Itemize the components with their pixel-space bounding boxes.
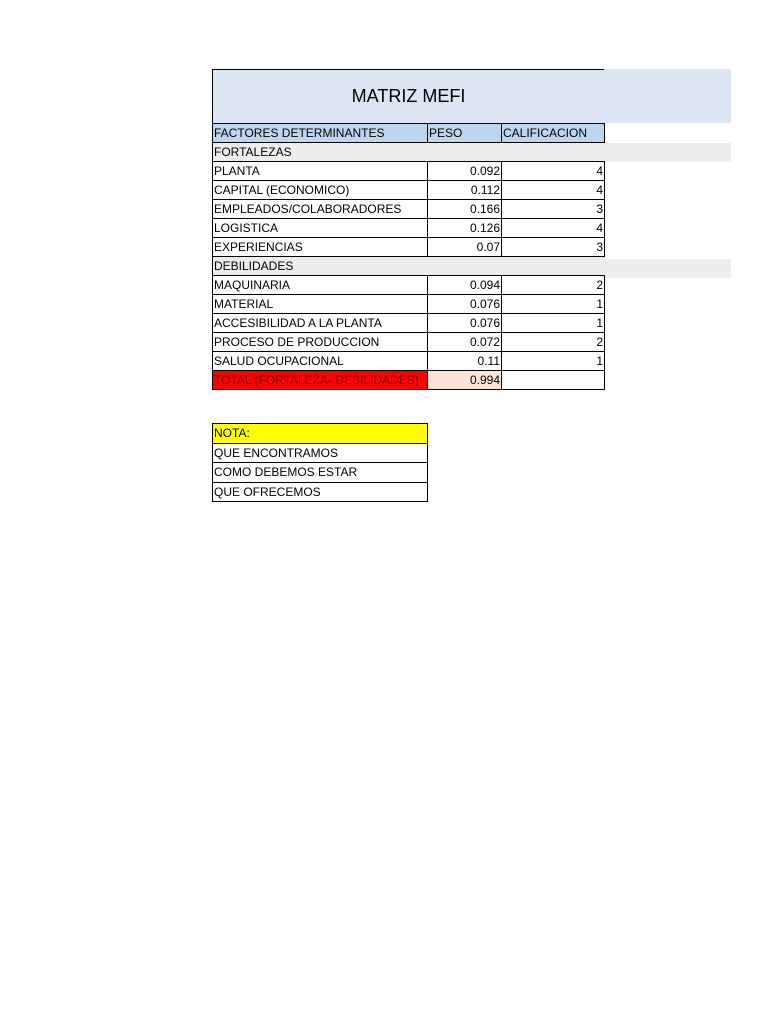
total-calificacion-empty[interactable] [502, 371, 605, 390]
debilidades-row-extension [604, 259, 731, 278]
section-empty-cell[interactable] [502, 257, 605, 276]
section-row-fortalezas [213, 143, 605, 162]
table-row [213, 238, 605, 257]
calificacion-cell[interactable]: 3 [502, 200, 605, 219]
factor-cell[interactable]: SALUD OCUPACIONAL [213, 352, 428, 371]
nota-item[interactable]: COMO DEBEMOS ESTAR [213, 463, 428, 483]
fortalezas-row-extension [604, 143, 731, 162]
peso-cell[interactable]: 0.072 [428, 333, 502, 352]
peso-cell[interactable]: 0.11 [428, 352, 502, 371]
calificacion-cell[interactable]: 4 [502, 219, 605, 238]
calificacion-cell[interactable]: 4 [502, 162, 605, 181]
factor-cell[interactable]: EXPERIENCIAS [213, 238, 428, 257]
mefi-table [212, 123, 605, 390]
section-label-fortalezas[interactable]: FORTALEZAS [213, 143, 428, 162]
calificacion-cell[interactable]: 1 [502, 314, 605, 333]
nota-header[interactable]: NOTA: [213, 424, 428, 444]
header-row [213, 124, 605, 143]
factor-cell[interactable]: EMPLEADOS/COLABORADORES [213, 200, 428, 219]
peso-cell[interactable]: 0.112 [428, 181, 502, 200]
factor-cell[interactable]: CAPITAL (ECONOMICO) [213, 181, 428, 200]
peso-cell[interactable]: 0.07 [428, 238, 502, 257]
peso-cell[interactable]: 0.166 [428, 200, 502, 219]
section-row-debilidades [213, 257, 605, 276]
table-row [213, 352, 605, 371]
peso-cell[interactable]: 0.092 [428, 162, 502, 181]
calificacion-cell[interactable]: 4 [502, 181, 605, 200]
header-calificacion[interactable]: CALIFICACION [502, 124, 605, 143]
factor-cell[interactable]: MATERIAL [213, 295, 428, 314]
calificacion-cell[interactable]: 2 [502, 333, 605, 352]
header-peso[interactable]: PESO [428, 124, 502, 143]
factor-cell[interactable]: MAQUINARIA [213, 276, 428, 295]
peso-cell[interactable]: 0.076 [428, 295, 502, 314]
table-row [213, 200, 605, 219]
factor-cell[interactable]: PROCESO DE PRODUCCION [213, 333, 428, 352]
table-row [213, 295, 605, 314]
section-empty-cell[interactable] [428, 143, 502, 162]
factor-cell[interactable]: LOGISTICA [213, 219, 428, 238]
factor-cell[interactable]: ACCESIBILIDAD A LA PLANTA [213, 314, 428, 333]
total-label[interactable]: TOTAL (FORTALEZA- DEBILIDADES) [213, 371, 428, 390]
calificacion-cell[interactable]: 1 [502, 352, 605, 371]
section-label-debilidades[interactable]: DEBILIDADES [213, 257, 428, 276]
calificacion-cell[interactable]: 1 [502, 295, 605, 314]
factor-cell[interactable]: PLANTA [213, 162, 428, 181]
calificacion-cell[interactable]: 3 [502, 238, 605, 257]
nota-item[interactable]: QUE OFRECEMOS [213, 482, 428, 502]
table-row [213, 314, 605, 333]
table-row [213, 162, 605, 181]
section-empty-cell[interactable] [428, 257, 502, 276]
section-empty-cell[interactable] [502, 143, 605, 162]
header-factor[interactable]: FACTORES DETERMINANTES [213, 124, 428, 143]
table-row [213, 181, 605, 200]
table-row [213, 333, 605, 352]
peso-cell[interactable]: 0.076 [428, 314, 502, 333]
nota-table [212, 423, 428, 502]
page-title: MATRIZ MEFI [351, 86, 466, 106]
list-item [213, 443, 428, 463]
table-row [213, 276, 605, 295]
calificacion-cell[interactable]: 2 [502, 276, 605, 295]
list-item [213, 482, 428, 502]
peso-cell[interactable]: 0.094 [428, 276, 502, 295]
list-item [213, 463, 428, 483]
total-peso[interactable]: 0.994 [428, 371, 502, 390]
nota-item[interactable]: QUE ENCONTRAMOS [213, 443, 428, 463]
total-row [213, 371, 605, 390]
peso-cell[interactable]: 0.126 [428, 219, 502, 238]
table-row [213, 219, 605, 238]
nota-header-row [213, 424, 428, 444]
title-cell[interactable] [212, 69, 604, 123]
